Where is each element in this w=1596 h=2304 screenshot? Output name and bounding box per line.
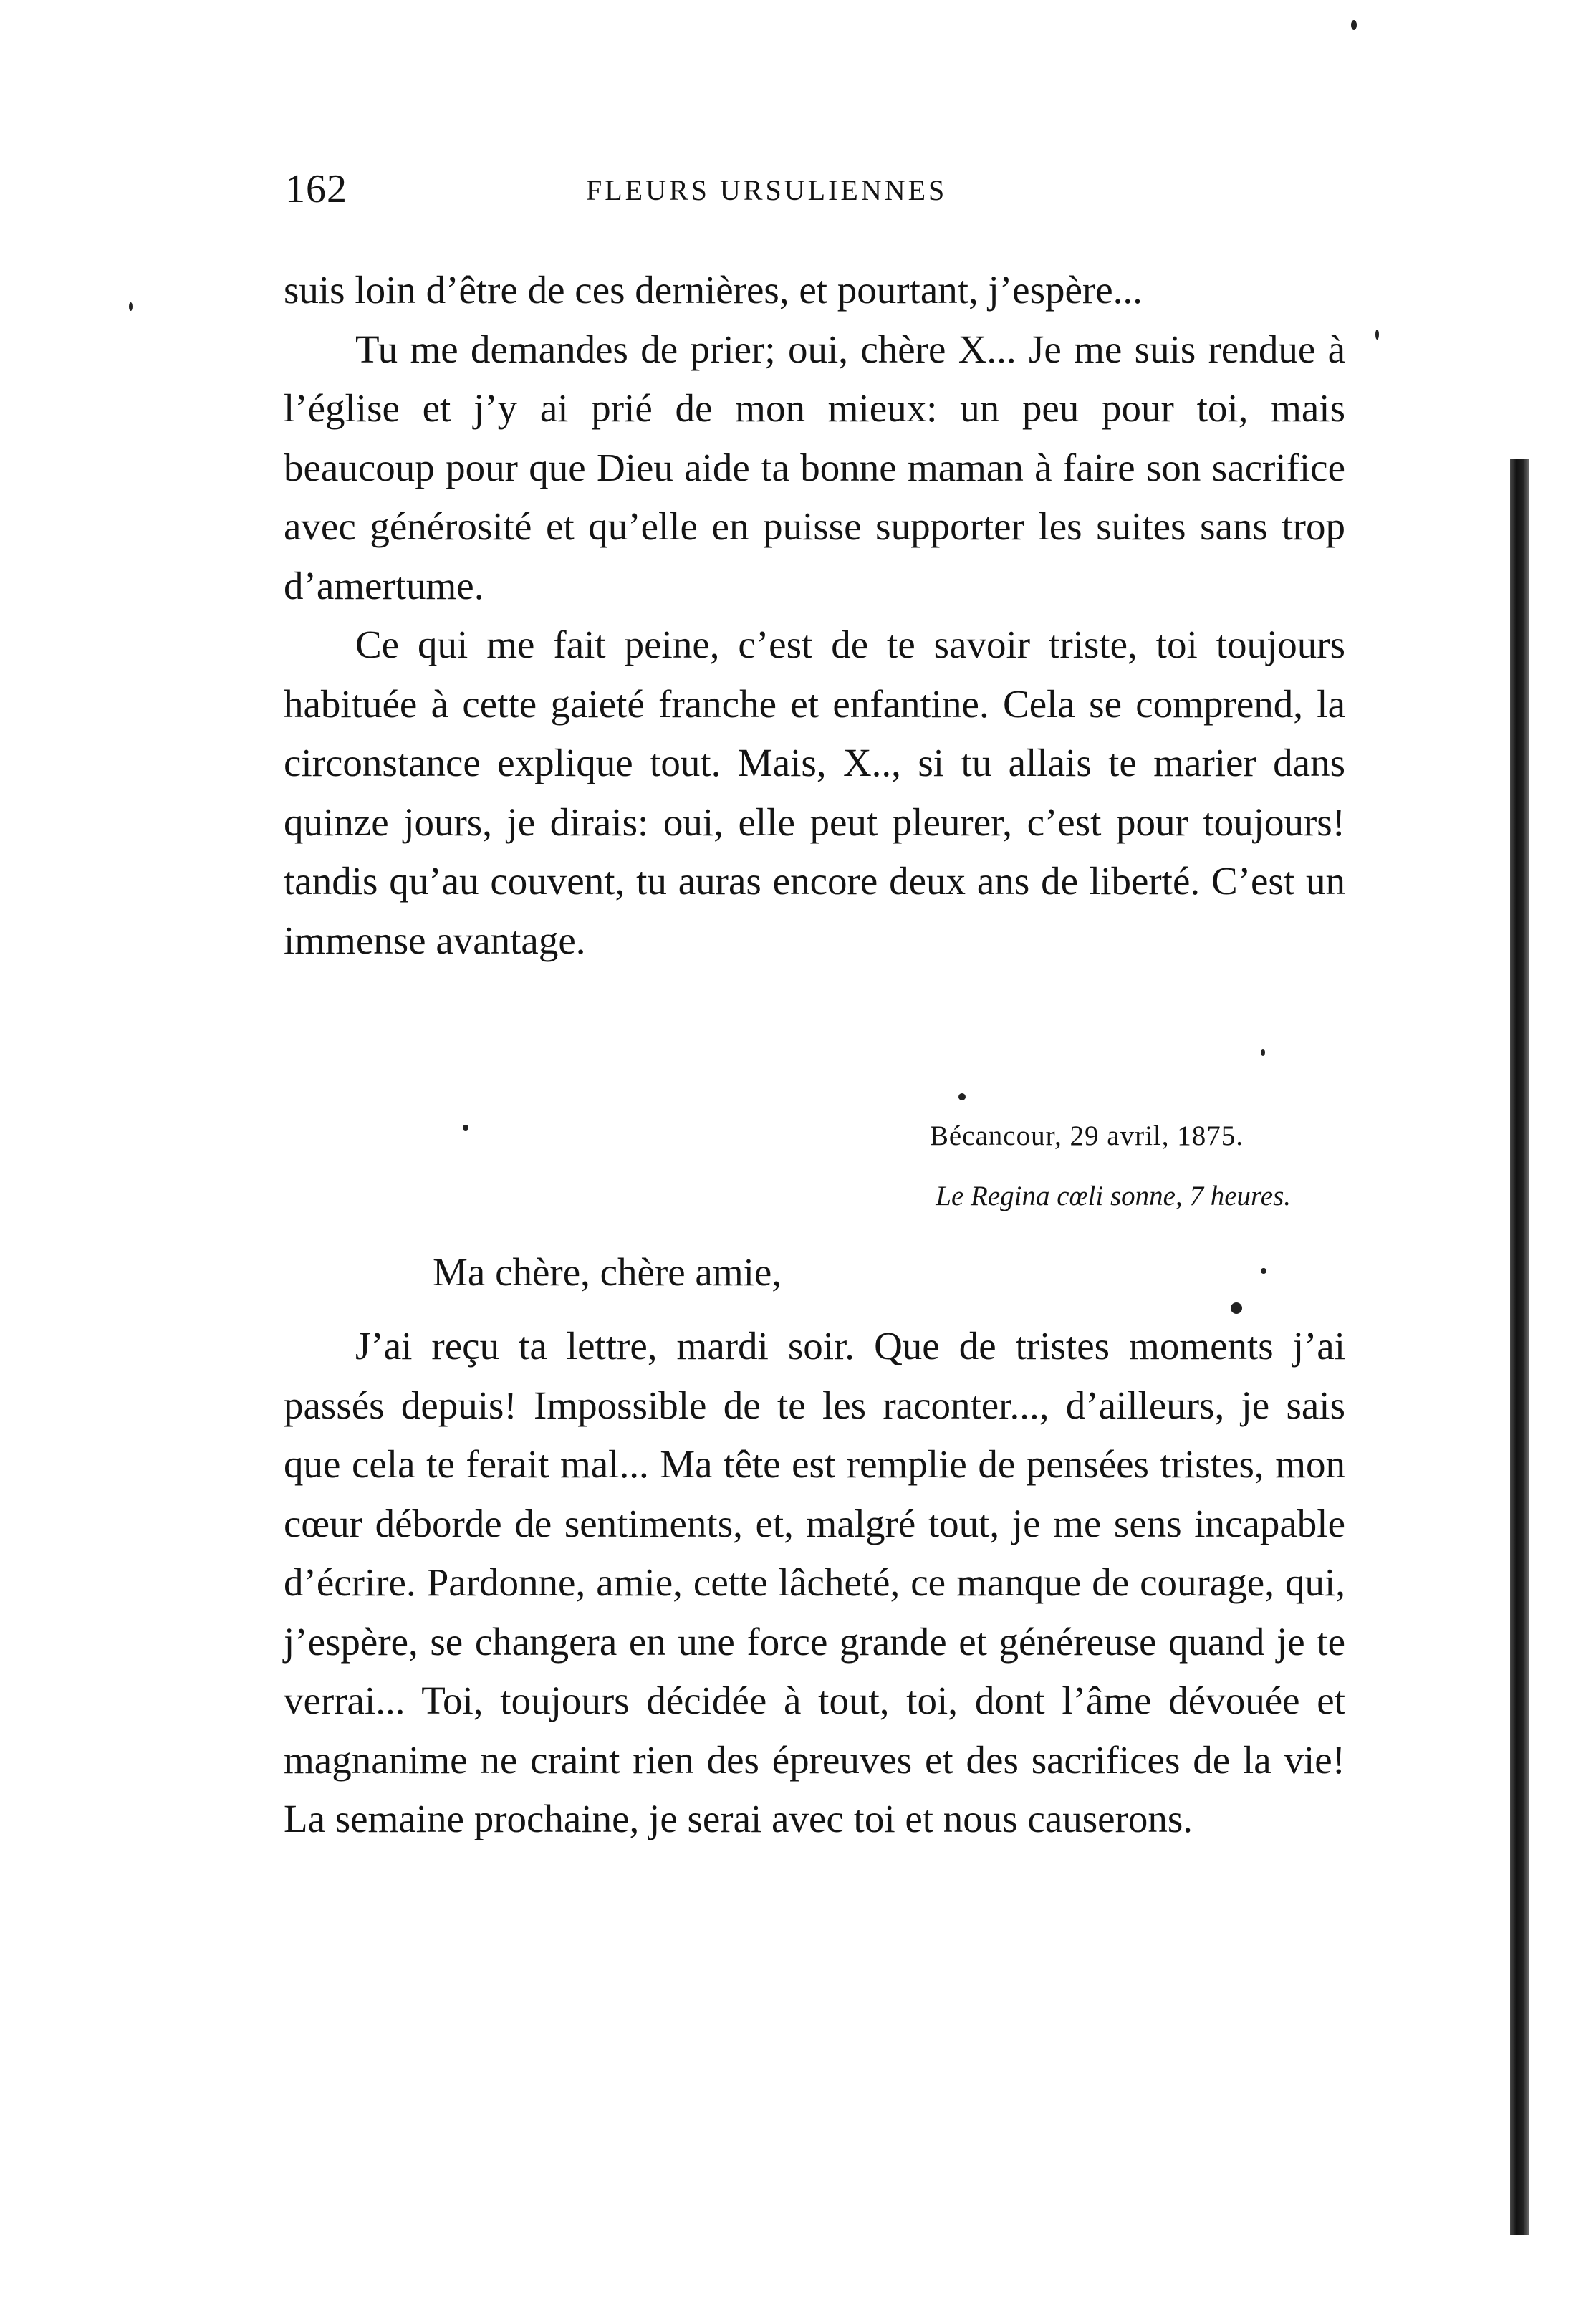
scan-speck [1351,20,1357,30]
page-header [285,166,1302,224]
paragraph: Ce qui me fait peine, c’est de te savoir triste, toi toujours habituée à cette gaieté franche et enfantine. Cela se comprend, la circonstance explique tout. Mais, X.., si tu allais te marier dans quinze jours, je dirais: oui, elle peut pleurer, c’est pour toujours! tandis qu’au couvent, tu auras encore deux ans de liberté. C’est un immense avantage. [284,623,1345,962]
scan-speck [1261,1268,1266,1274]
letter-dateline: Bécancour, 29 avril, 1875. [929,1120,1244,1151]
letter-body [284,1317,1345,1849]
scan-speck [129,302,133,311]
scan-speck [463,1125,468,1131]
page-number: 162 [285,167,347,211]
scan-speck [1261,1049,1265,1056]
paragraph: J’ai reçu ta lettre, mardi soir. Que de tristes moments j’ai passés depuis! Impossible de te les raconter..., d’ailleurs, je sais que cela te ferait mal... Ma tête est remplie de pensées tristes, mon cœur déborde de sentiments, et, malgré tout, je me sens incapable d’écrire. Pardonne, amie, cette lâcheté, ce manque de courage, qui, j’espère, se changera en une force grande et généreuse quand je te verrai... Toi, toujours décidée à tout, toi, dont l’âme dévouée et magnanime ne craint rien des épreuves et des sacrifices de la vie! La semaine prochaine, je serai avec toi et nous causerons. [284,1324,1345,1840]
letter-time-note: Le Regina cœli sonne, 7 heures. [936,1181,1291,1211]
paragraph-continuation: suis loin d’être de ces dernières, et pourtant, j’espère... [284,268,1143,312]
scan-speck [958,1093,966,1100]
scan-speck [1231,1302,1242,1314]
body-text-continued [284,261,1345,970]
paragraph: Tu me demandes de prier; oui, chère X... Je me suis rendue à l’église et j’y ai prié de mon mieux: un peu pour toi, mais beaucoup pour que Dieu aide ta bonne maman à faire son sacrifice avec générosité et qu’elle en puisse supporter les suites sans trop d’amertume. [284,327,1345,608]
scan-speck [1375,330,1379,340]
running-title: FLEURS URSULIENNES [586,174,948,206]
scan-margin-edge [1510,459,1529,2235]
letter-salutation: Ma chère, chère amie, [433,1250,782,1294]
